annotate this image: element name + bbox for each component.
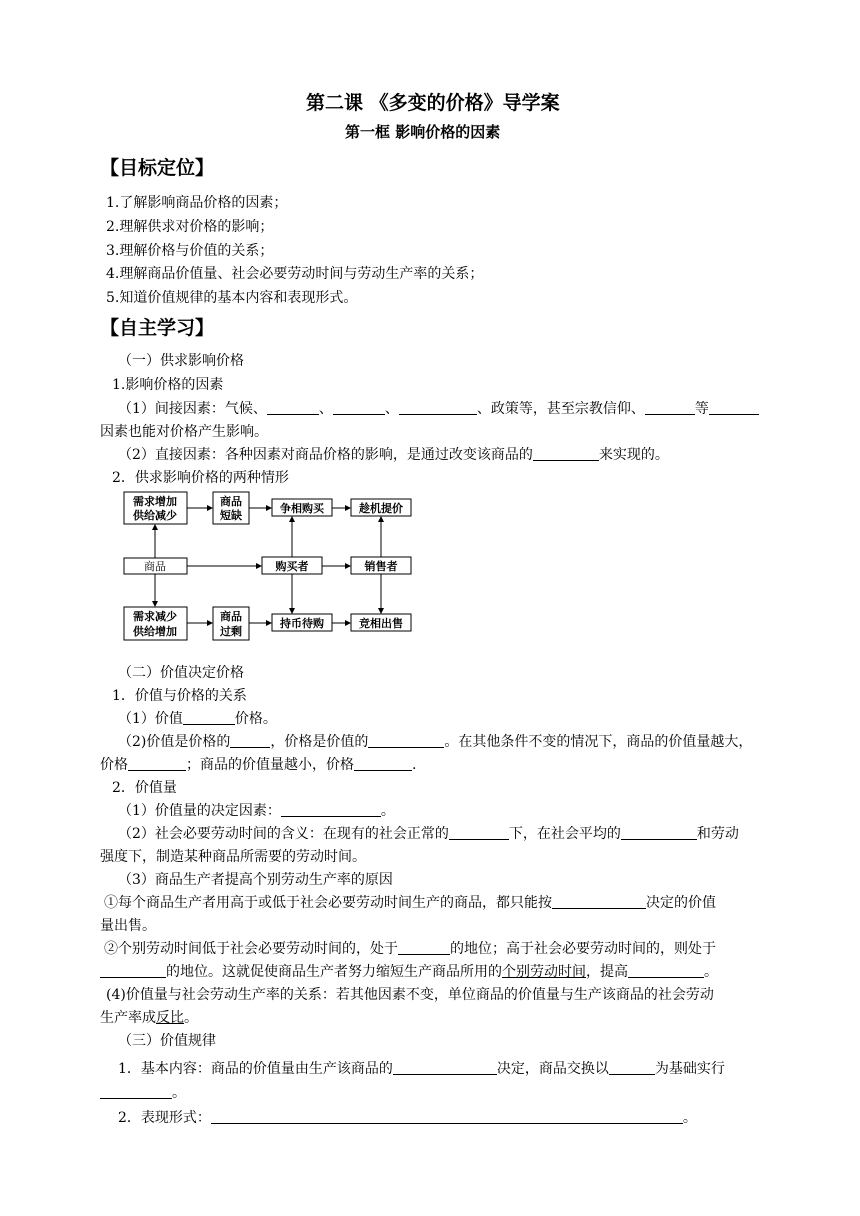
part3-q1: 1．基本内容：商品的价值量由生产该商品的 决定，商品交换以 为基础实行 (118, 1061, 725, 1077)
part2-q2: 2．价值量 (112, 780, 177, 796)
label-raise-price: 趁机提价 (359, 502, 403, 515)
goal-item: 5.知道价值规律的基本内容和表现形式。 (106, 290, 358, 306)
goal-item: 4.理解商品价值量、社会必要劳动时间与劳动生产率的关系； (106, 266, 484, 282)
label-seller: 销售者 (364, 560, 398, 573)
page-subtitle: 第一框 影响价格的因素 (345, 123, 501, 141)
part2-q2c1: ①每个商品生产者用高于或低于社会必要劳动时间生产的商品，都只能按 决定的价值 (104, 895, 716, 911)
part3-q2: 2．表现形式： 。 (118, 1110, 697, 1126)
part3-q1-cont: 。 (100, 1082, 186, 1102)
label-rush-buy: 争相购买 (280, 502, 324, 515)
part2-q2c2: ②个别劳动时间低于社会必要劳动时间的，处于 的地位；高于社会必要劳动时间的，则处于 (104, 941, 716, 957)
part2-title: （二）价值决定价格 (118, 665, 244, 681)
supply-demand-diagram (120, 488, 420, 642)
part1-q1b: （2）直接因素：各种因素对商品价格的影响，是通过改变该商品的 来实现的。 (118, 447, 669, 463)
label-hold-cash: 持币待购 (280, 617, 324, 630)
part2-q2a: （1）价值量的决定因素： 。 (118, 803, 395, 819)
label-shortage-1: 商品 (220, 495, 242, 508)
label-demand-up-2: 供给减少 (133, 509, 177, 522)
label-shortage-2: 短缺 (220, 509, 242, 522)
label-demand-down-1: 需求减少 (133, 610, 177, 623)
label-commodity: 商品 (144, 560, 166, 573)
label-surplus-1: 商品 (220, 610, 242, 623)
label-compete-sell: 竞相出售 (359, 617, 403, 630)
part1-q1a: （1）间接因素：气候、 、 、 、政策等，甚至宗教信仰、 等 (118, 398, 759, 418)
label-surplus-2: 过剩 (220, 625, 242, 638)
part2-q2b: （2）社会必要劳动时间的含义：在现有的社会正常的 下，在社会平均的 和劳动 (118, 826, 739, 842)
part1-q1a-cont: 因素也能对价格产生影响。 (100, 424, 268, 440)
part2-q2d: (4)价值量与社会劳动生产率的关系：若其他因素不变，单位商品的价值量与生产该商品的社会劳动 (106, 987, 714, 1003)
part2-q1b-cont: 价格 ；商品的价值量越小，价格 . (100, 757, 417, 773)
page-title: 第二课 《多变的价格》导学案 (306, 92, 560, 114)
goal-item: 1.了解影响商品价格的因素； (106, 195, 288, 211)
part2-q1a: （1）价值 价格。 (118, 711, 277, 727)
part3-title: （三）价值规律 (118, 1033, 216, 1049)
part2-q2b-cont: 强度下，制造某种商品所需要的劳动时间。 (100, 849, 366, 865)
part1-q2: 2．供求影响价格的两种情形 (112, 470, 289, 486)
label-buyer: 购买者 (275, 560, 309, 573)
part2-q2d-cont: 生产率成反比。 (100, 1010, 198, 1026)
part2-q2c1-cont: 量出售。 (100, 918, 156, 934)
label-demand-up-1: 需求增加 (133, 495, 177, 508)
part2-q2c2-cont: 的地位。这就促使商品生产者努力缩短生产商品所用的个别劳动时间，提高 。 (100, 961, 718, 981)
goal-item: 2.理解供求对价格的影响； (106, 219, 274, 235)
goal-item: 3.理解价格与价值的关系； (106, 243, 274, 259)
part1-title: （一）供求影响价格 (118, 353, 244, 369)
part1-q1: 1.影响价格的因素 (112, 377, 224, 393)
goals-heading: 【目标定位】 (100, 157, 215, 179)
part2-q1b: （2)价值是价格的 ，价格是价值的 。在其他条件不变的情况下，商品的价值量越大， (118, 734, 753, 750)
label-demand-down-2: 供给增加 (133, 625, 177, 638)
study-heading: 【自主学习】 (100, 317, 215, 339)
part2-q1: 1．价值与价格的关系 (112, 688, 247, 704)
part2-q2c: （3）商品生产者提高个别劳动生产率的原因 (118, 872, 393, 888)
